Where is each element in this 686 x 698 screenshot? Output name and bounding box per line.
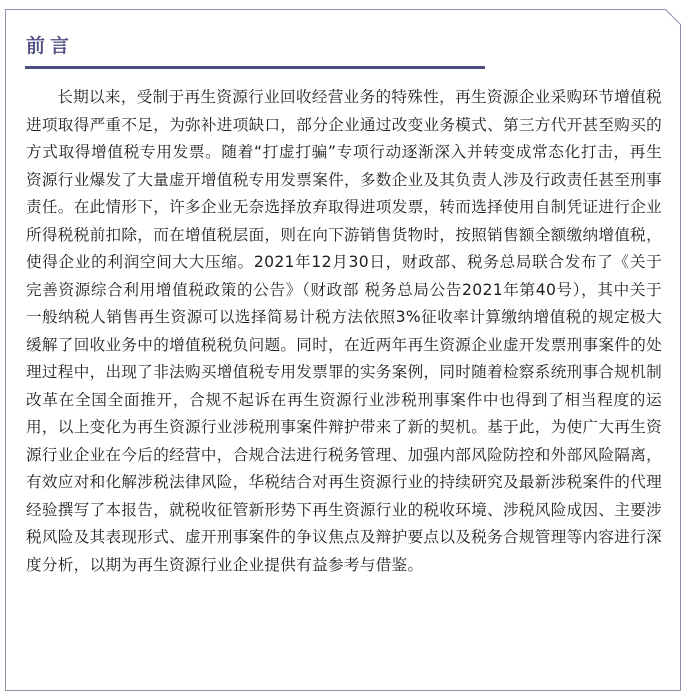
folded-corner-icon [665,9,681,25]
body-paragraph: 长期以来，受制于再生资源行业回收经营业务的特殊性，再生资源企业采购环节增值税进项取得严重不足，为弥补进项缺口，部分企业通过改变业务模式、第三方代开甚至购买的方式取得增值税专用发票。随着“打虚打骗”专项行动逐渐深入并转变成常态化打击，再生资源行业爆发了大量虚开增值税专用发票案件，多数企业及其负责人涉及行政责任甚至刑事责任。在此情形下，许多企业无奈选择放弃取得进项发票，转而选择使用自制凭证进行企业所得税税前扣除，而在增值税层面，则在向下游销售货物时，按照销售额全额缴纳增值税，使得企业的利润空间大大压缩。2021年12月30日，财政部、税务总局联合发布了《关于完善资源综合利用增值税政策的公告》（财政部 税务总局公告2021年第40号），其中关于一般纳税人销售再生资源可以选择简易计税方法依照3%征收率计算缴纳增值税的规定极大缓解了回收业务中的增值税税负问题。同时，在近两年再生资源企业虚开发票刑事案件的处理过程中，出现了非法购买增值税专用发票罪的实务案例，同时随着检察系统刑事合规机制改革在全国全面推开，合规不起诉在再生资源行业涉税刑事案件中也得到了相当程度的运用，以上变化为再生资源行业涉税刑事案件辩护带来了新的契机。基于此，为使广大再生资源行业企业在今后的经营中，合规合法进行税务管理、加强内部风险防控和外部风险隔离，有效应对和化解涉税法律风险，华税结合对再生资源行业的持续研究及最新涉税案件的代理经验撰写了本报告，就税收征管新形势下再生资源行业的税收环境、涉税风险成因、主要涉税风险及其表现形式、虚开刑事案件的争议焦点及辩护要点以及税务合规管理等内容进行深度分析，以期为再生资源行业企业提供有益参考与借鉴。 [26,88,662,574]
section-heading: 前言 [26,35,75,57]
heading-underline [25,66,485,69]
